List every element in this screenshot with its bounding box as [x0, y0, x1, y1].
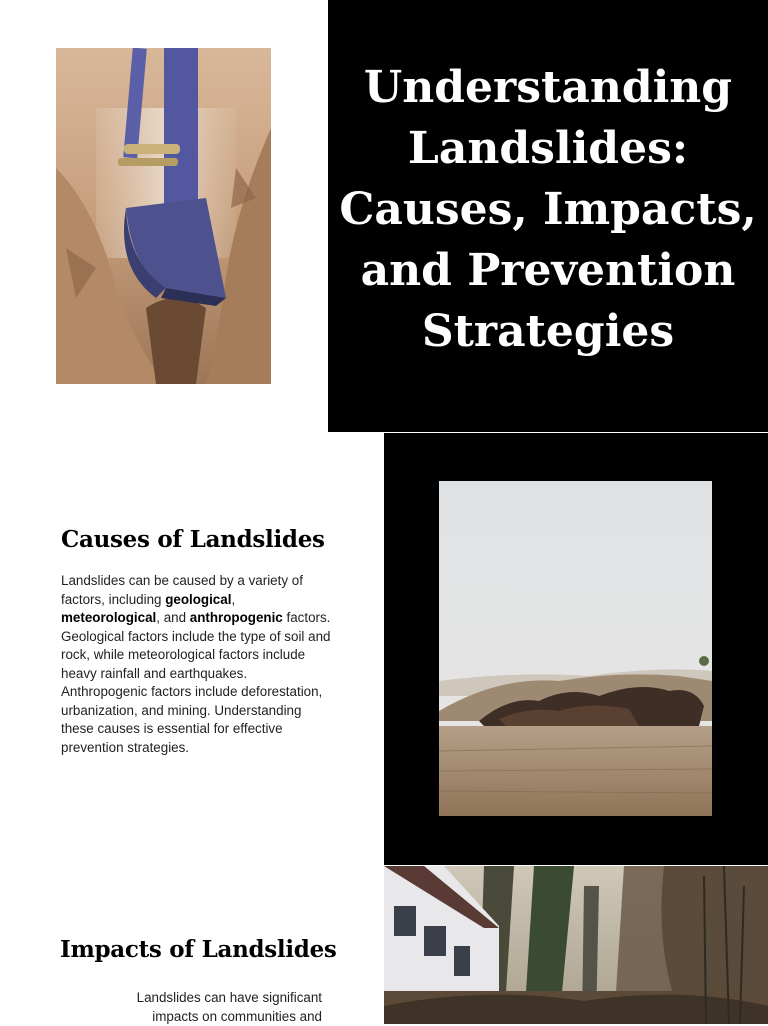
emphasis-geological: geological	[165, 591, 232, 607]
causes-heading: Causes of Landslides	[61, 526, 325, 553]
impacts-heading: Impacts of Landslides	[60, 936, 337, 963]
title-line: Causes, Impacts,	[339, 184, 757, 235]
emphasis-meteorological: meteorological	[61, 610, 157, 625]
house-photo	[384, 866, 768, 1024]
page-title	[328, 57, 768, 362]
impacts-paragraph: Landslides can have significant impacts on communities and	[136, 990, 322, 1024]
title-line: Strategies	[421, 306, 675, 357]
landscape-panel	[384, 433, 768, 865]
title-line: Understanding	[363, 62, 733, 113]
excavator-photo	[56, 48, 271, 384]
title-panel	[328, 0, 768, 432]
landscape-photo	[439, 481, 712, 816]
title-line: and Prevention	[360, 245, 736, 296]
emphasis-anthropogenic: anthropogenic	[189, 610, 283, 625]
causes-paragraph: Landslides can be caused by a variety of factors, including geological, meteorological, and anthropogenic factors. Geological factors include the type of soil and rock, while meteorological factors include heavy rainfall and earthquakes. Anthropogenic factors include deforestation, urbanization, and mining. Understanding these causes is essential for effective prevention strategies.	[61, 573, 331, 755]
title-line: Landslides:	[407, 123, 689, 174]
